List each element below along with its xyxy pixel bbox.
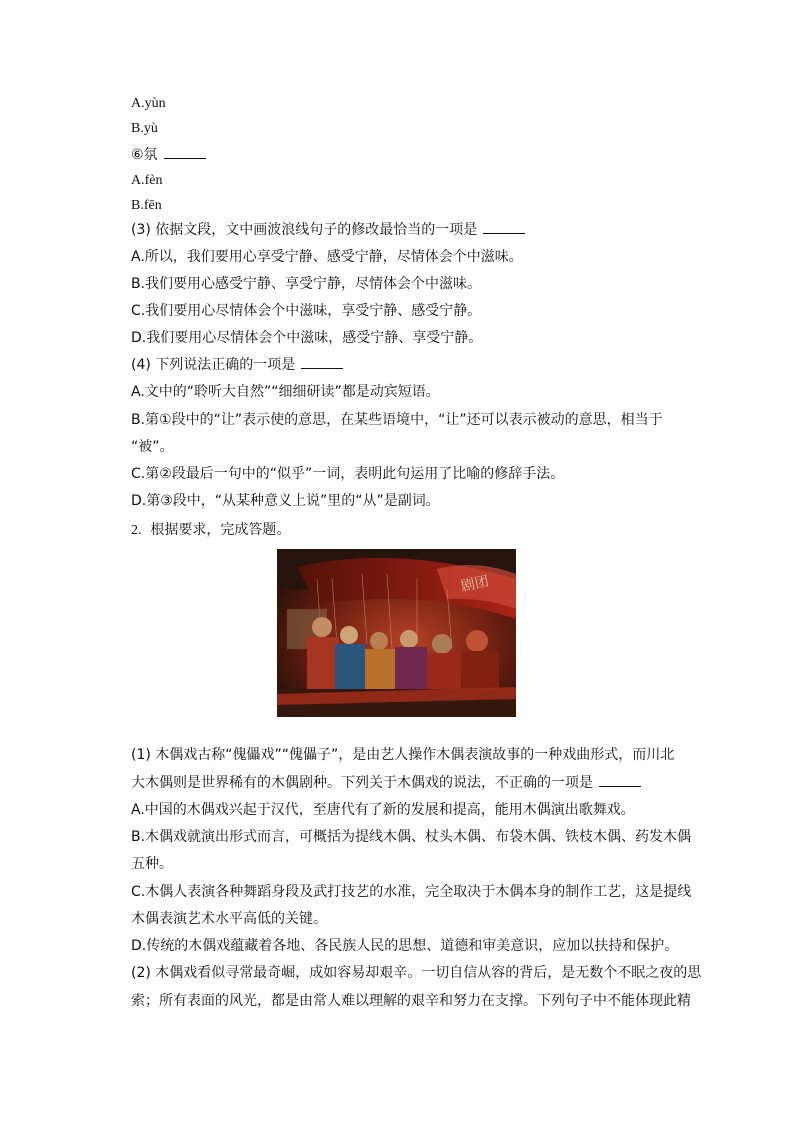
question-2-number: 2. xyxy=(131,523,142,538)
q4-option-c: C.第②段最后一句中的“似乎”一词，表明此句运用了比喻的修辞手法。 xyxy=(131,466,565,482)
q3-option-d: D.我们要用心尽情体会个中滋味，感受宁静、享受宁静。 xyxy=(131,330,483,346)
question-fen-text: ⑥氛 xyxy=(131,147,158,163)
question-2-heading xyxy=(131,520,290,541)
q2-2-stem: (2) 木偶戏看似寻常最奇崛，成如容易却艰辛。一切自信从容的背后，是无数个不眠之夜的思 xyxy=(131,965,702,981)
q2-1-option-a: A.中国的木偶戏兴起于汉代，至唐代有了新的发展和提高，能用木偶演出歌舞戏。 xyxy=(131,802,635,818)
puppet-show-photo xyxy=(277,549,516,717)
q4-option-b: B.第①段中的“让”表示使的意思，在某些语境中，“让”还可以表示被动的意思，相当于 xyxy=(131,412,663,428)
q2-1-option-c: C.木偶人表演各种舞蹈身段及武打技艺的水准，完全取决于木偶本身的制作工艺，这是提线 xyxy=(131,884,692,900)
q2-1-stem-cont-text: 大木偶则是世界稀有的木偶剧种。下列关于木偶戏的说法，不正确的一项是 xyxy=(131,775,593,791)
question-4 xyxy=(131,355,343,375)
question-3-text: (3) 依据文段，文中画波浪线句子的修改最恰当的一项是 xyxy=(131,222,478,238)
puppet-photo-illustration xyxy=(277,549,516,717)
question-fen xyxy=(131,145,206,165)
question-2-text: 根据要求，完成答题。 xyxy=(150,522,291,538)
q3-option-b: B.我们要用心感受宁静、享受宁静，尽情体会个中滋味。 xyxy=(131,276,482,292)
q2-1-option-b-cont: 五种。 xyxy=(131,856,173,872)
q2-1-stem-cont xyxy=(131,773,641,793)
svg-text:剧团: 剧团 xyxy=(459,573,491,595)
option-a-fen: A.fèn xyxy=(131,173,163,188)
option-b-fen: B.fēn xyxy=(131,198,162,213)
q3-option-a: A.所以，我们要用心享受宁静、感受宁静，尽情体会个中滋味。 xyxy=(131,249,523,265)
q2-1-option-c-cont: 木偶表演艺术水平高低的关键。 xyxy=(131,911,327,927)
q2-1-option-d: D.传统的木偶戏蕴藏着各地、各民族人民的思想、道德和审美意识，应加以扶持和保护。 xyxy=(131,938,679,954)
answer-blank xyxy=(164,146,206,159)
q4-option-b-cont: “被”。 xyxy=(131,439,174,455)
question-3 xyxy=(131,220,525,240)
answer-blank xyxy=(301,356,343,369)
answer-blank xyxy=(599,774,641,787)
answer-blank xyxy=(483,221,525,234)
q2-2-stem-cont: 索；所有表面的风光，都是由常人难以理解的艰辛和努力在支撑。下列句子中不能体现此精 xyxy=(131,993,691,1009)
question-4-text: (4) 下列说法正确的一项是 xyxy=(131,357,296,373)
q4-option-a: A.文中的“聆听大自然”“细细研读”都是动宾短语。 xyxy=(131,384,440,400)
q2-1-stem: (1) 木偶戏古称“傀儡戏”“傀儡子”，是由艺人操作木偶表演故事的一种戏曲形式，而川北 xyxy=(131,747,675,763)
option-b-yu: B.yù xyxy=(131,121,158,136)
q4-option-d: D.第③段中，“从某种意义上说”里的“从”是副词。 xyxy=(131,493,440,509)
option-a-yun: A.yùn xyxy=(131,96,166,111)
q2-1-option-b: B.木偶戏就演出形式而言，可概括为提线木偶、杖头木偶、布袋木偶、铁枝木偶、药发木偶 xyxy=(131,829,692,845)
q3-option-c: C.我们要用心尽情体会个中滋味，享受宁静、感受宁静。 xyxy=(131,303,482,319)
